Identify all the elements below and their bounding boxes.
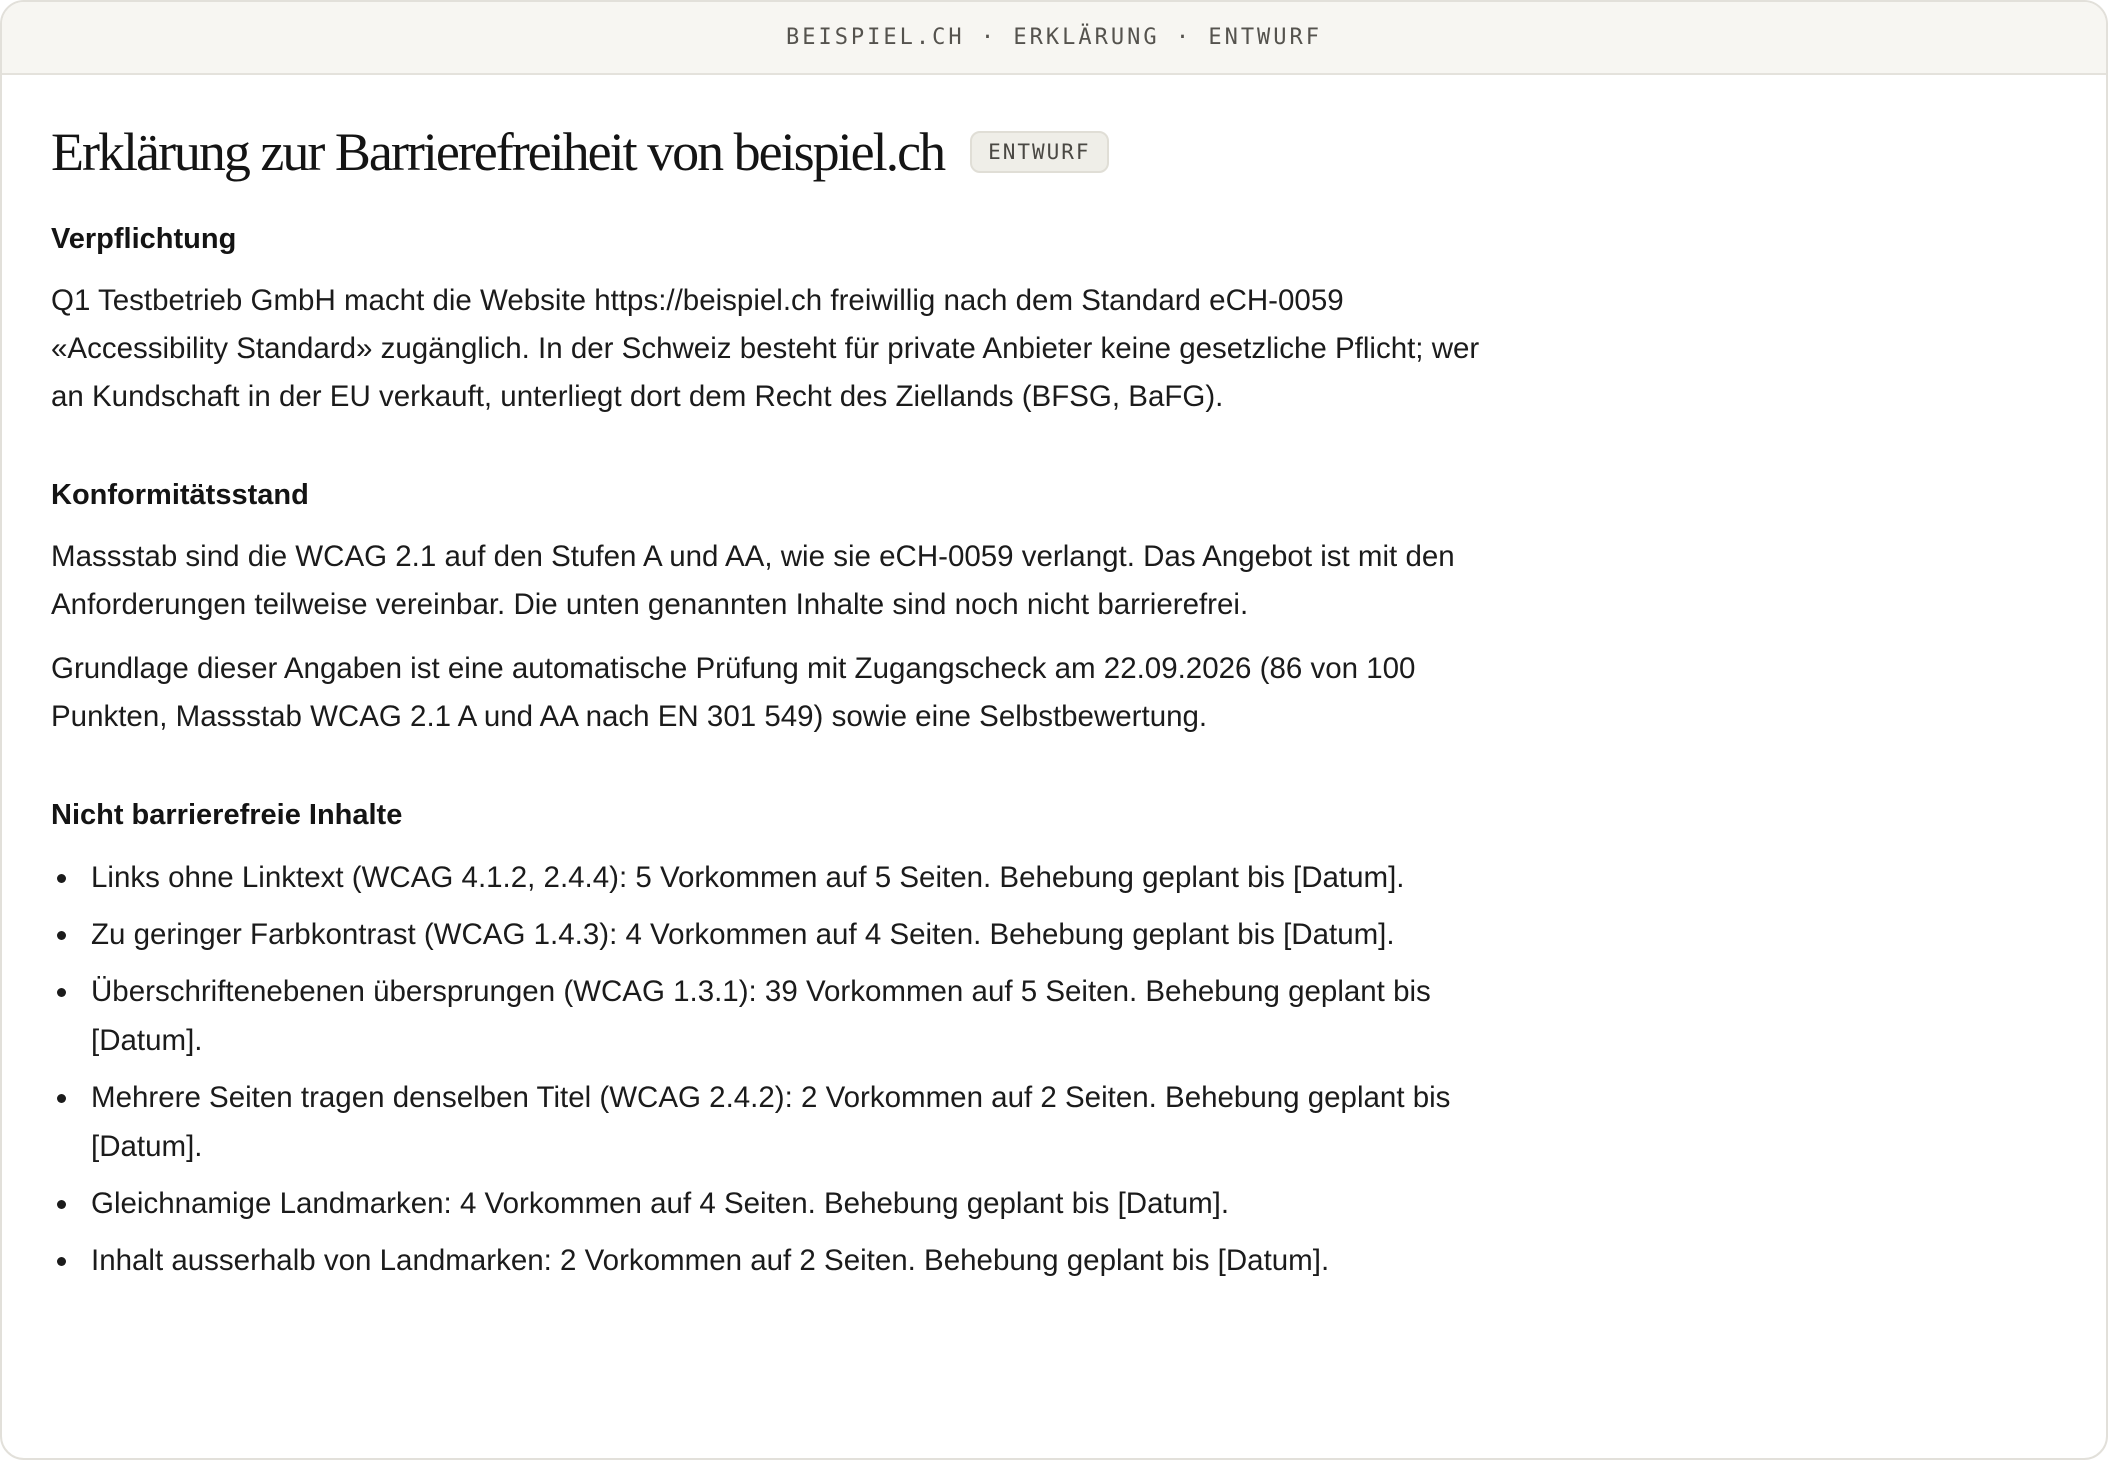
- section-heading-nicht-barrierefrei: Nicht barrierefreie Inhalte: [51, 799, 403, 831]
- page-title: Erklärung zur Barrierefreiheit von beispiel.ch: [51, 122, 945, 182]
- section-text-verpflichtung: Q1 Testbetrieb GmbH macht die Website https://beispiel.ch freiwillig nach dem Standard eCH-0059 «Accessibility Standard» zugänglich. In der Schweiz besteht für private Anbieter keine gesetzliche Pflicht; wer an Kundschaft in der EU verkauft, unterliegt dort dem Recht des Ziellands (BFSG, BaFG).: [51, 284, 1480, 413]
- list-item: Gleichnamige Landmarken: 4 Vorkommen auf 4 Seiten. Behebung geplant bis [Datum].: [91, 1179, 1481, 1228]
- list-item: Links ohne Linktext (WCAG 4.1.2, 2.4.4): 5 Vorkommen auf 5 Seiten. Behebung geplant bis [Datum].: [91, 853, 1481, 902]
- document-content: [51, 75, 1481, 1293]
- top-bar: [2, 2, 2106, 75]
- list-item: Inhalt ausserhalb von Landmarken: 2 Vorkommen auf 2 Seiten. Behebung geplant bis [Datum].: [91, 1236, 1481, 1285]
- title-row: [51, 121, 1481, 183]
- top-bar-breadcrumb: BEISPIEL.CH · ERKLÄRUNG · ENTWURF: [785, 25, 1323, 50]
- section-text-konformitaet-2: Grundlage dieser Angaben ist eine automatische Prüfung mit Zugangscheck am 22.09.2026 (86 von 100 Punkten, Massstab WCAG 2.1 A und AA nach EN 301 549) sowie eine Selbstbewertung.: [51, 652, 1416, 733]
- list-item: Mehrere Seiten tragen denselben Titel (WCAG 2.4.2): 2 Vorkommen auf 2 Seiten. Behebung geplant bis [Datum].: [91, 1073, 1481, 1171]
- list-item: Zu geringer Farbkontrast (WCAG 1.4.3): 4 Vorkommen auf 4 Seiten. Behebung geplant bis [Datum].: [91, 910, 1481, 959]
- draft-badge: ENTWURF: [970, 131, 1109, 173]
- list-item: Überschriftenebenen übersprungen (WCAG 1.3.1): 39 Vorkommen auf 5 Seiten. Behebung geplant bis [Datum].: [91, 967, 1481, 1065]
- section-heading-konformitaet: Konformitätsstand: [51, 479, 309, 511]
- section-heading-verpflichtung: Verpflichtung: [51, 223, 237, 255]
- section-text-konformitaet-1: Massstab sind die WCAG 2.1 auf den Stufen A und AA, wie sie eCH-0059 verlangt. Das Angebot ist mit den Anforderungen teilweise vereinbar. Die unten genannten Inhalte sind noch nicht barrierefrei.: [51, 540, 1455, 621]
- issue-list: [51, 853, 1481, 1285]
